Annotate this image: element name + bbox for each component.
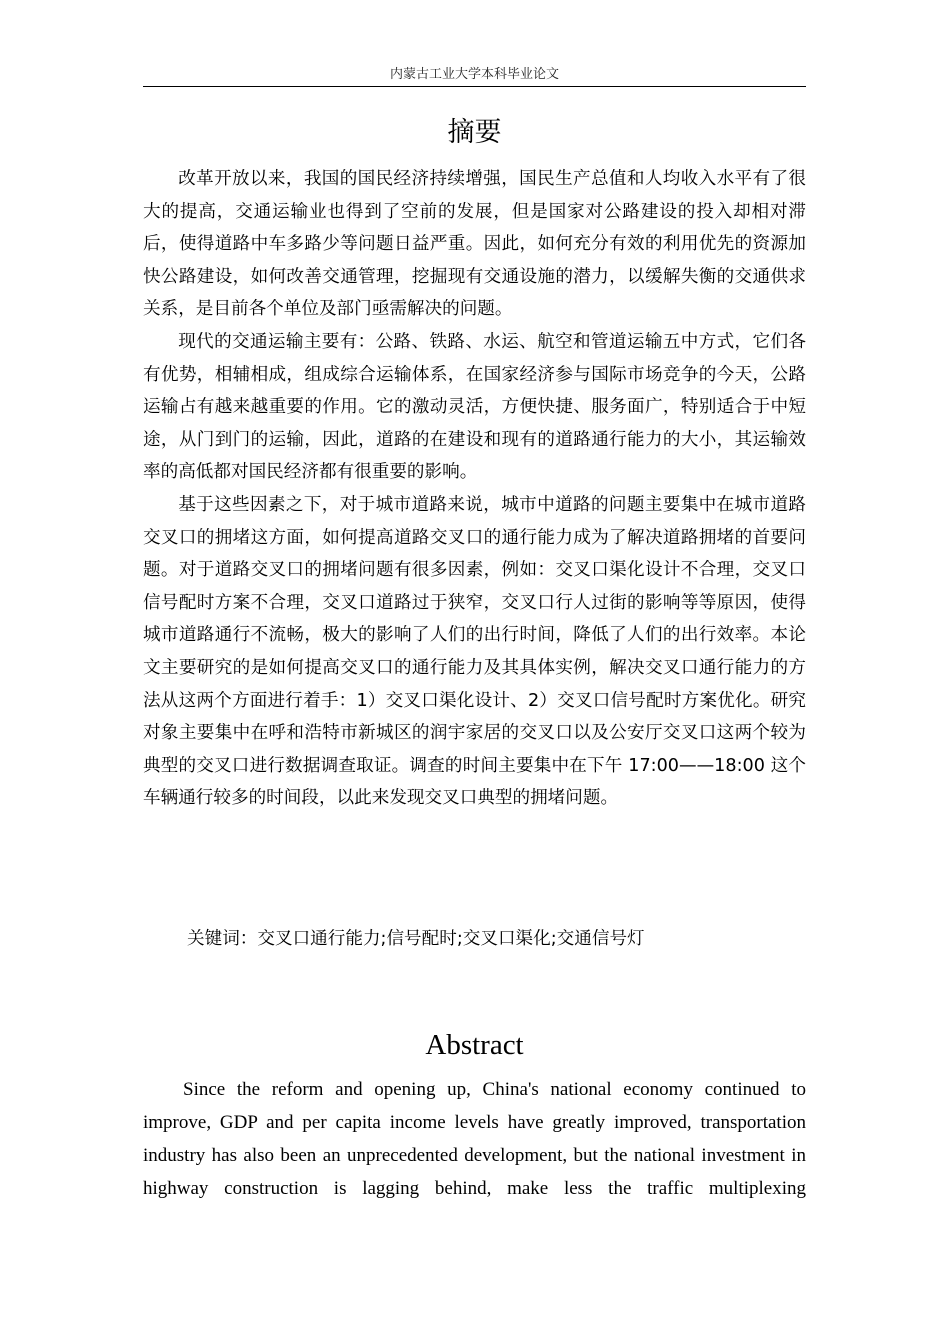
abstract-zh-title: 摘要 <box>447 117 502 148</box>
abstract-zh-body <box>143 163 806 815</box>
abstract-zh-paragraph-2: 现代的交通运输主要有：公路、铁路、水运、航空和管道运输五中方式，它们各有优势，相辅相成，组成综合运输体系，在国家经济参与国际市场竞争的今天，公路运输占有越来越重要的作用。它的激动灵活，方便快捷、服务面广，特别适合于中短途，从门到门的运输，因此，道路的在建设和现有的道路通行能力的大小，其运输效率的高低都对国民经济都有很重要的影响。 <box>143 331 806 483</box>
header-rule <box>143 86 806 87</box>
abstract-en-title: Abstract <box>425 1029 524 1061</box>
abstract-en-paragraph-1: Since the reform and opening up, China's national economy continued to improve, GDP and per capita income levels have greatly improved, transportation industry has also been an unprecedented development, but the national investment in highway construction is lagging behind, make less the traffic multiplexing <box>143 1079 806 1199</box>
abstract-en-body <box>143 1073 806 1205</box>
running-header: 内蒙古工业大学本科毕业论文 <box>389 67 559 82</box>
abstract-zh-paragraph-3: 基于这些因素之下，对于城市道路来说，城市中道路的问题主要集中在城市道路交叉口的拥堵这方面，如何提高道路交叉口的通行能力成为了解决道路拥堵的首要问题。对于道路交叉口的拥堵问题有很多因素，例如：交叉口渠化设计不合理，交叉口信号配时方案不合理，交叉口道路过于狭窄，交叉口行人过街的影响等等原因，使得城市道路通行不流畅，极大的影响了人们的出行时间，降低了人们的出行效率。本论文主要研究的是如何提高交叉口的通行能力及其具体实例，解决交叉口通行能力的方法从这两个方面进行着手：1）交叉口渠化设计、2）交叉口信号配时方案优化。研究对象主要集中在呼和浩特市新城区的润宇家居的交叉口以及公安厅交叉口这两个较为典型的交叉口进行数据调查取证。调查的时间主要集中在下午 17:00——18:00 这个车辆通行较多的时间段，以此来发现交叉口典型的拥堵问题。 <box>143 494 806 809</box>
keywords-line: 关键词：交叉口通行能力;信号配时;交叉口渠化;交通信号灯 <box>187 929 645 949</box>
abstract-zh-paragraph-1: 改革开放以来，我国的国民经济持续增强，国民生产总值和人均收入水平有了很大的提高，交通运输业也得到了空前的发展，但是国家对公路建设的投入却相对滞后，使得道路中车多路少等问题日益严重。因此，如何充分有效的利用优先的资源加快公路建设，如何改善交通管理，挖掘现有交通设施的潜力，以缓解失衡的交通供求关系，是目前各个单位及部门亟需解决的问题。 <box>143 169 806 320</box>
